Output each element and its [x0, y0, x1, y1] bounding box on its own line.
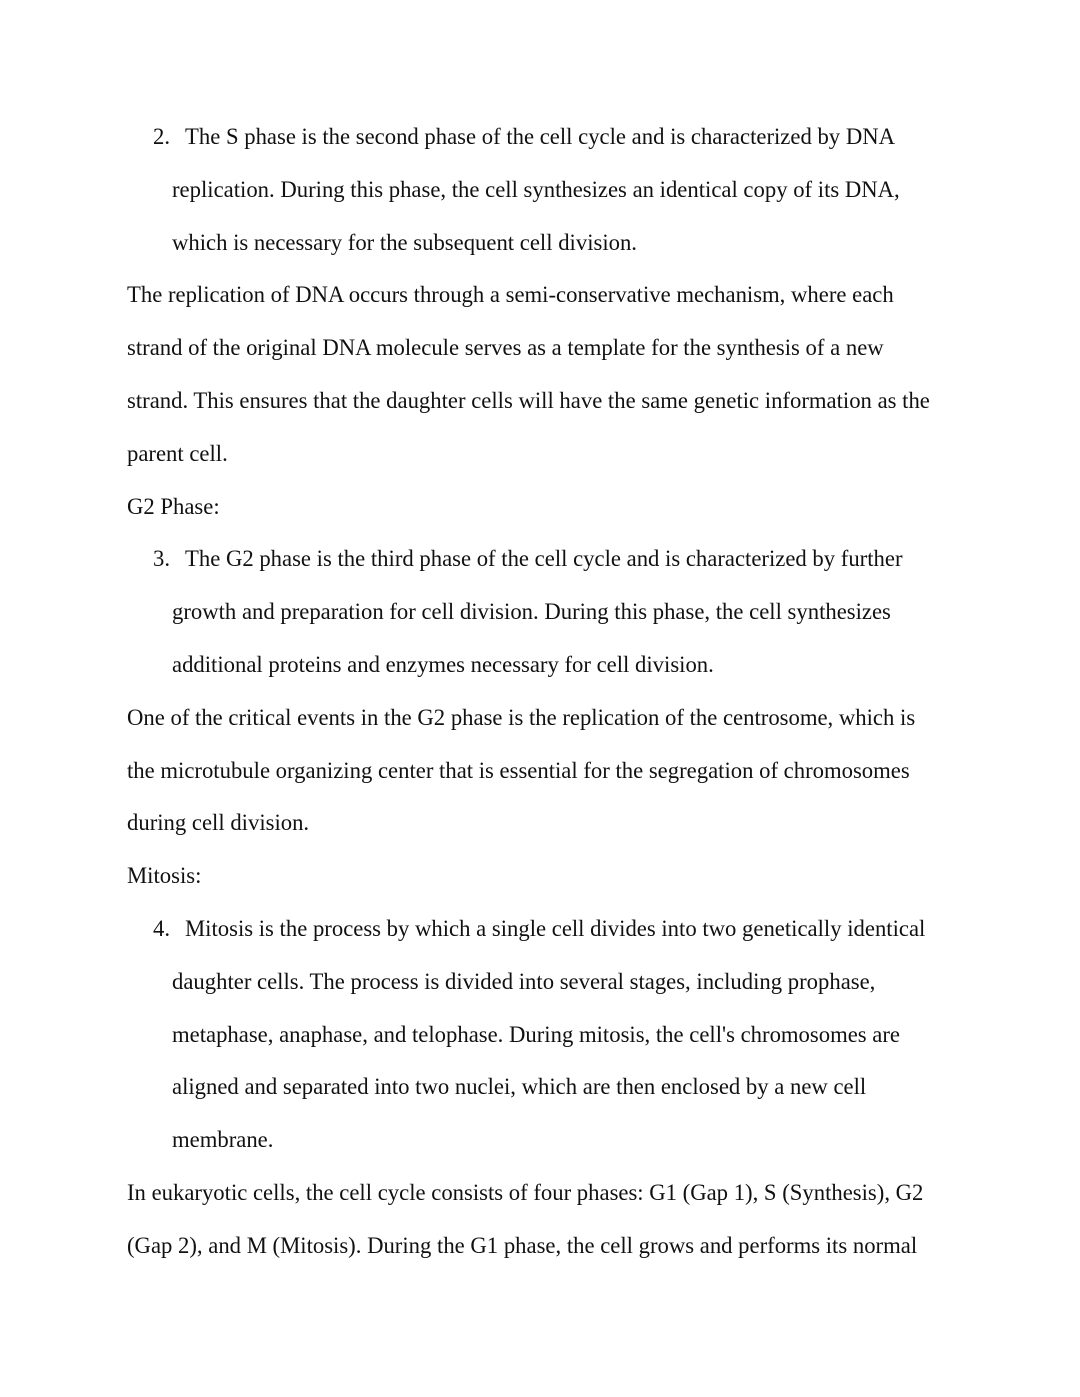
list-item	[127, 111, 930, 269]
list-text: Mitosis is the process by which a single cell divides into two genetically identical	[185, 915, 926, 941]
text-line: Mitosis:	[127, 863, 202, 889]
text-line: parent cell.	[127, 440, 228, 466]
paragraph	[127, 1167, 930, 1273]
paragraph	[127, 269, 930, 480]
list-text: The G2 phase is the third phase of the cell cycle and is characterized by further	[185, 546, 903, 572]
list-number: 4.	[153, 915, 171, 941]
text-line: during cell division.	[127, 810, 310, 836]
document-content	[127, 111, 930, 1273]
list-number: 2.	[153, 124, 171, 149]
text-line: replication. During this phase, the cell synthesizes an identical copy of its DNA,	[172, 176, 900, 202]
text-line: which is necessary for the subsequent cell division.	[172, 229, 637, 255]
list-number: 3.	[153, 546, 171, 572]
text-line: In eukaryotic cells, the cell cycle consists of four phases: G1 (Gap 1), S (Synthesis), G2	[127, 1179, 924, 1205]
text-line: (Gap 2), and M (Mitosis). During the G1 phase, the cell grows and performs its normal	[127, 1232, 918, 1258]
text-line: the microtubule organizing center that is essential for the segregation of chromosomes	[127, 757, 910, 783]
text-line	[127, 111, 930, 164]
text-line: daughter cells. The process is divided into several stages, including prophase,	[172, 968, 876, 994]
text-line	[127, 533, 930, 586]
paragraph	[127, 850, 930, 903]
text-line: strand. This ensures that the daughter cells will have the same genetic information as the	[127, 387, 930, 413]
list-text: The S phase is the second phase of the cell cycle and is characterized by DNA	[185, 124, 895, 149]
text-line: membrane.	[172, 1127, 274, 1153]
text-line: aligned and separated into two nuclei, which are then enclosed by a new cell	[172, 1074, 867, 1100]
text-line: One of the critical events in the G2 phase is the replication of the centrosome, which is	[127, 704, 916, 730]
list-item	[127, 533, 930, 691]
list-item	[127, 903, 930, 1167]
paragraph	[127, 481, 930, 534]
text-line: G2 Phase:	[127, 493, 220, 519]
text-line: strand of the original DNA molecule serves as a template for the synthesis of a new	[127, 335, 884, 361]
text-line: The replication of DNA occurs through a semi-conservative mechanism, where each	[127, 282, 894, 308]
text-line: growth and preparation for cell division. During this phase, the cell synthesizes	[172, 599, 891, 625]
text-line	[127, 903, 930, 956]
text-line: metaphase, anaphase, and telophase. During mitosis, the cell's chromosomes are	[172, 1021, 900, 1047]
paragraph	[127, 692, 930, 850]
text-line: additional proteins and enzymes necessary for cell division.	[172, 651, 714, 677]
